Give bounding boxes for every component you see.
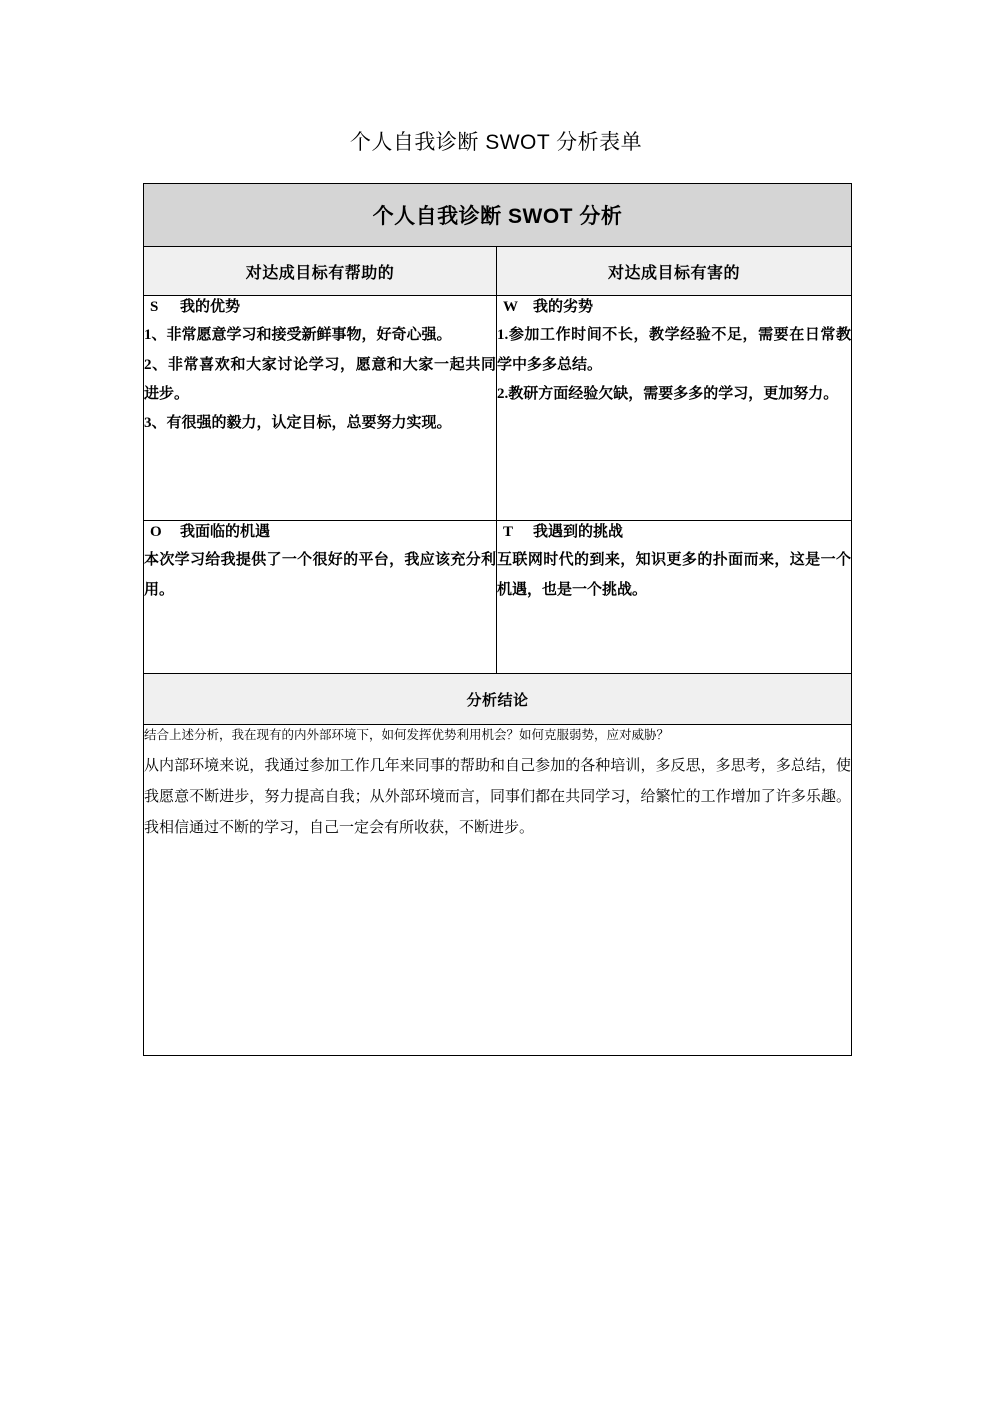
opportunities-threats-row — [144, 521, 852, 674]
quadrant-threats — [497, 521, 852, 674]
opportunities-line-1: 本次学习给我提供了一个很好的平台，我应该充分利用。 — [144, 552, 496, 598]
weaknesses-line-2: 2.教研方面经验欠缺，需要多多的学习，更加努力。 — [497, 385, 839, 402]
weaknesses-heading — [497, 296, 851, 319]
threats-line-1: 互联网时代的到来，知识更多的扑面而来，这是一个机遇，也是一个挑战。 — [497, 552, 852, 598]
strengths-letter: S — [150, 299, 159, 315]
strengths-weaknesses-row — [144, 296, 852, 521]
conclusion-header-cell: 分析结论 — [144, 674, 852, 725]
threats-heading — [497, 521, 851, 544]
quadrant-weaknesses — [497, 296, 852, 521]
page-title: 个人自我诊断 SWOT 分析表单 — [349, 131, 643, 154]
opportunities-heading — [144, 521, 496, 544]
weaknesses-heading-text: 我的劣势 — [533, 299, 594, 315]
table-title-cell: 个人自我诊断 SWOT 分析 — [144, 184, 852, 247]
threats-letter: T — [503, 524, 514, 540]
strengths-line-2: 2、非常喜欢和大家讨论学习，愿意和大家一起共同进步。 — [144, 356, 496, 402]
column-header-helpful: 对达成目标有帮助的 — [144, 247, 497, 296]
opportunities-letter: O — [150, 524, 162, 540]
table-header-row — [144, 184, 852, 247]
column-header-harmful: 对达成目标有害的 — [497, 247, 852, 296]
conclusion-body-row — [144, 725, 852, 1056]
column-header-row — [144, 247, 852, 296]
swot-analysis-table — [143, 183, 852, 1056]
quadrant-opportunities — [144, 521, 497, 674]
conclusion-body-cell — [144, 725, 852, 1056]
threats-heading-text: 我遇到的挑战 — [533, 524, 624, 540]
conclusion-text: 从内部环境来说，我通过参加工作几年来同事的帮助和自己参加的各种培训，多反思，多思考，多总结，使我愿意不断进步，努力提高自我；从外部环境而言，同事们都在共同学习，给繁忙的工作增加了许多乐趣。我相信通过不断的学习，自己一定会有所收获，不断进步。 — [144, 758, 852, 836]
conclusion-prompt: 结合上述分析，我在现有的内外部环境下，如何发挥优势利用机会？如何克服弱势，应对威胁？ — [144, 728, 670, 742]
weaknesses-letter: W — [503, 299, 518, 315]
strengths-heading — [144, 296, 496, 319]
strengths-line-3: 3、有很强的毅力，认定目标，总要努力实现。 — [144, 415, 452, 431]
conclusion-header-row — [144, 674, 852, 725]
strengths-heading-text: 我的优势 — [180, 299, 241, 315]
opportunities-heading-text: 我面临的机遇 — [180, 524, 271, 540]
strengths-line-1: 1、非常愿意学习和接受新鲜事物，好奇心强。 — [144, 327, 452, 344]
quadrant-strengths — [144, 296, 497, 521]
weaknesses-line-1: 1.参加工作时间不长，教学经验不足，需要在日常教学中多多总结。 — [497, 327, 852, 373]
